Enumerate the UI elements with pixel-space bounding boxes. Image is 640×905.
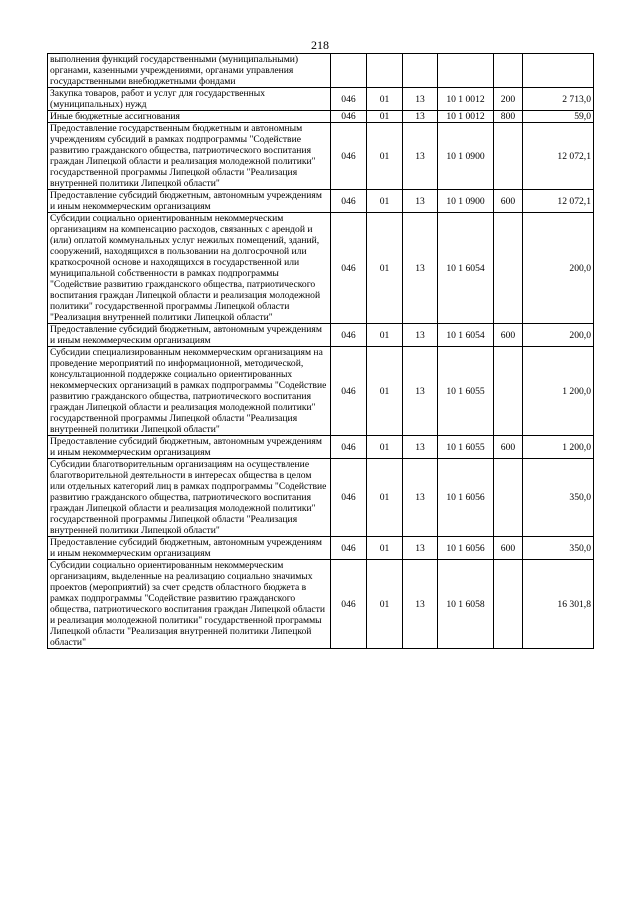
table-row: [48, 436, 594, 459]
row-subsection-cell: 13: [403, 560, 438, 649]
row-expense-type-cell: [494, 54, 523, 88]
row-target-article-cell: 10 1 6056: [438, 459, 494, 537]
table-row: [48, 213, 594, 324]
table-row: [48, 123, 594, 190]
row-expense-type-cell: [494, 123, 523, 190]
row-sum-cell: 1 200,0: [523, 436, 594, 459]
row-name-cell: Предоставление субсидий бюджетным, автономным учреждениям и иным некоммерческим организациям: [48, 436, 331, 459]
row-sum-cell: 350,0: [523, 459, 594, 537]
row-ministry-cell: 046: [331, 347, 367, 436]
row-ministry-cell: [331, 54, 367, 88]
table-row: [48, 537, 594, 560]
row-sum-cell: 12 072,1: [523, 123, 594, 190]
row-subsection-cell: 13: [403, 324, 438, 347]
row-ministry-cell: 046: [331, 88, 367, 111]
row-section-cell: 01: [367, 111, 403, 123]
row-target-article-cell: 10 1 6056: [438, 537, 494, 560]
row-sum-cell: 2 713,0: [523, 88, 594, 111]
row-target-article-cell: 10 1 0900: [438, 190, 494, 213]
row-section-cell: 01: [367, 324, 403, 347]
row-expense-type-cell: [494, 347, 523, 436]
row-target-article-cell: 10 1 0012: [438, 88, 494, 111]
row-section-cell: 01: [367, 88, 403, 111]
row-section-cell: 01: [367, 190, 403, 213]
table-row: [48, 560, 594, 649]
row-ministry-cell: 046: [331, 123, 367, 190]
row-ministry-cell: 046: [331, 190, 367, 213]
row-expense-type-cell: 600: [494, 190, 523, 213]
row-sum-cell: 59,0: [523, 111, 594, 123]
row-sum-cell: 200,0: [523, 324, 594, 347]
table-row: [48, 459, 594, 537]
row-subsection-cell: 13: [403, 436, 438, 459]
row-subsection-cell: 13: [403, 123, 438, 190]
row-section-cell: 01: [367, 123, 403, 190]
row-sum-cell: 350,0: [523, 537, 594, 560]
row-sum-cell: [523, 54, 594, 88]
row-target-article-cell: 10 1 6055: [438, 436, 494, 459]
table-row: [48, 88, 594, 111]
row-sum-cell: 16 301,8: [523, 560, 594, 649]
row-expense-type-cell: [494, 560, 523, 649]
row-target-article-cell: 10 1 6058: [438, 560, 494, 649]
row-ministry-cell: 046: [331, 111, 367, 123]
row-name-cell: Предоставление субсидий бюджетным, автономным учреждениям и иным некоммерческим организациям: [48, 190, 331, 213]
row-target-article-cell: [438, 54, 494, 88]
row-expense-type-cell: [494, 213, 523, 324]
row-name-cell: Закупка товаров, работ и услуг для государственных (муниципальных) нужд: [48, 88, 331, 111]
row-name-cell: Субсидии специализированным некоммерческим организациям на проведение мероприятий по информационной, методической, консультационной поддержке социально ориентированных некоммерческих организаций в рамках подпрограммы "Содействие развитию гражданского общества, патриотического воспитания граждан Липецкой области и реализация молодежной политики" государственной программы Липецкой области "Реализация внутренней политики Липецкой области": [48, 347, 331, 436]
row-target-article-cell: 10 1 6055: [438, 347, 494, 436]
row-target-article-cell: 10 1 0012: [438, 111, 494, 123]
table-row: [48, 111, 594, 123]
row-section-cell: 01: [367, 347, 403, 436]
row-subsection-cell: 13: [403, 459, 438, 537]
row-target-article-cell: 10 1 0900: [438, 123, 494, 190]
row-name-cell: выполнения функций государственными (муниципальными) органами, казенными учреждениями, органами управления государственными внебюджетными фондами: [48, 54, 331, 88]
row-section-cell: [367, 54, 403, 88]
row-ministry-cell: 046: [331, 560, 367, 649]
budget-table: [47, 53, 594, 649]
row-ministry-cell: 046: [331, 459, 367, 537]
row-name-cell: Предоставление государственным бюджетным и автономным учреждениям субсидий в рамках подпрограммы "Содействие развитию гражданского общества, патриотического воспитания граждан Липецкой области и реализация молодежной политики" государственной программы Липецкой области "Реализация внутренней политики Липецкой области": [48, 123, 331, 190]
row-section-cell: 01: [367, 459, 403, 537]
row-section-cell: 01: [367, 213, 403, 324]
row-expense-type-cell: 200: [494, 88, 523, 111]
row-expense-type-cell: 600: [494, 436, 523, 459]
row-subsection-cell: 13: [403, 111, 438, 123]
table-row: [48, 324, 594, 347]
row-sum-cell: 200,0: [523, 213, 594, 324]
row-ministry-cell: 046: [331, 537, 367, 560]
row-subsection-cell: 13: [403, 213, 438, 324]
row-expense-type-cell: [494, 459, 523, 537]
row-name-cell: Субсидии социально ориентированным некоммерческим организациям, выделенные на реализацию социально значимых проектов (мероприятий) за счет средств областного бюджета в рамках подпрограммы "Содействие развитию гражданского общества, патриотического воспитания граждан Липецкой области и реализация молодежной политики" государственной программы Липецкой области "Реализация внутренней политики Липецкой области": [48, 560, 331, 649]
row-name-cell: Субсидии социально ориентированным некоммерческим организациям на компенсацию расходов, связанных с арендой и (или) оплатой коммунальных услуг нежилых помещений, зданий, сооружений, находящихся в пользовании на долгосрочной или краткосрочной основе и находящихся в государственной или муниципальной собственности в рамках подпрограммы "Содействие развитию гражданского общества, патриотического воспитания граждан Липецкой области и реализация молодежной политики" государственной программы Липецкой области "Реализация внутренней политики Липецкой области": [48, 213, 331, 324]
row-sum-cell: 12 072,1: [523, 190, 594, 213]
row-name-cell: Иные бюджетные ассигнования: [48, 111, 331, 123]
row-name-cell: Предоставление субсидий бюджетным, автономным учреждениям и иным некоммерческим организациям: [48, 324, 331, 347]
row-target-article-cell: 10 1 6054: [438, 213, 494, 324]
row-section-cell: 01: [367, 537, 403, 560]
row-subsection-cell: 13: [403, 190, 438, 213]
row-section-cell: 01: [367, 560, 403, 649]
row-ministry-cell: 046: [331, 213, 367, 324]
row-subsection-cell: [403, 54, 438, 88]
row-expense-type-cell: 800: [494, 111, 523, 123]
row-ministry-cell: 046: [331, 324, 367, 347]
row-expense-type-cell: 600: [494, 537, 523, 560]
row-expense-type-cell: 600: [494, 324, 523, 347]
row-name-cell: Субсидии благотворительным организациям на осуществление благотворительной деятельности в интересах общества в целом или отдельных категорий лиц в рамках подпрограммы "Содействие развитию гражданского общества, патриотического воспитания граждан Липецкой области и реализация молодежной политики" государственной программы Липецкой области "Реализация внутренней политики Липецкой области": [48, 459, 331, 537]
row-subsection-cell: 13: [403, 347, 438, 436]
row-section-cell: 01: [367, 436, 403, 459]
row-ministry-cell: 046: [331, 436, 367, 459]
table-row: [48, 190, 594, 213]
row-name-cell: Предоставление субсидий бюджетным, автономным учреждениям и иным некоммерческим организациям: [48, 537, 331, 560]
table-row: [48, 54, 594, 88]
table-row: [48, 347, 594, 436]
row-subsection-cell: 13: [403, 88, 438, 111]
row-subsection-cell: 13: [403, 537, 438, 560]
row-sum-cell: 1 200,0: [523, 347, 594, 436]
page-number: 218: [311, 38, 329, 52]
row-target-article-cell: 10 1 6054: [438, 324, 494, 347]
